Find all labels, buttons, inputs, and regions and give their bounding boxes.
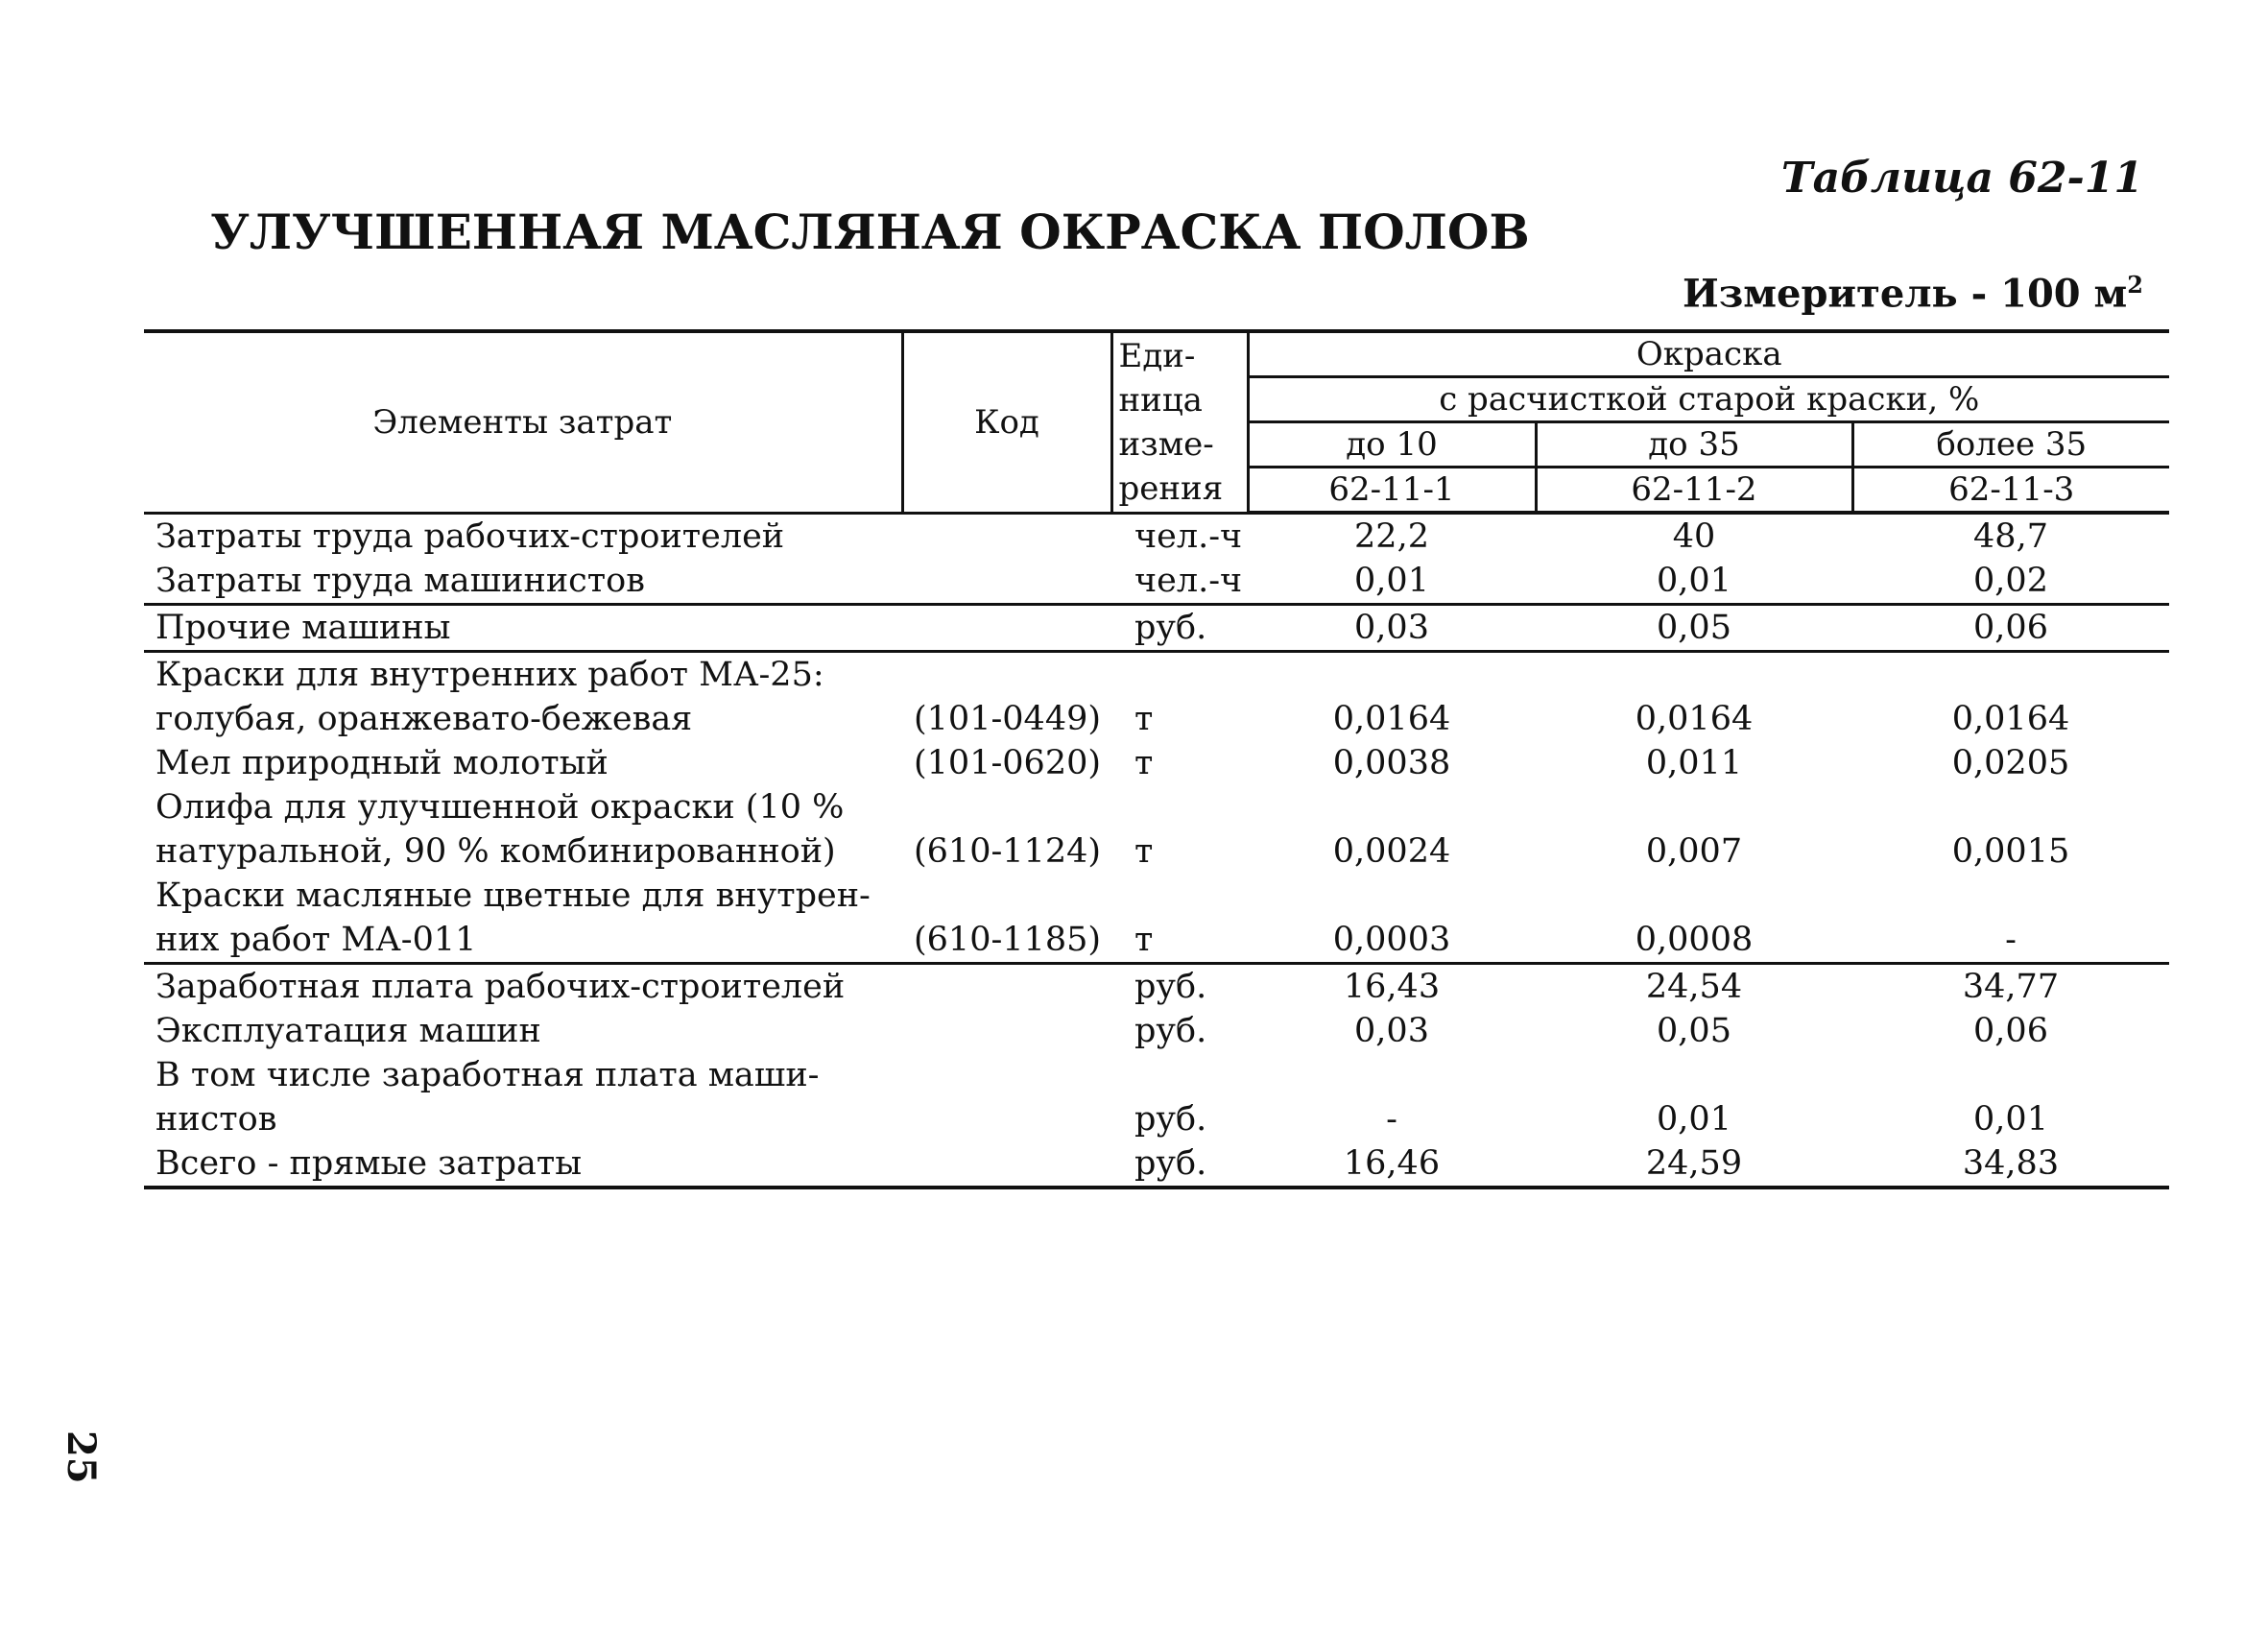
row-value: 16,43 <box>1343 968 1441 1006</box>
table-row <box>144 1141 2169 1188</box>
row-value: 16,46 <box>1248 1141 1536 1188</box>
row-value: 0,02 <box>1852 559 2169 605</box>
table-row <box>144 605 2169 652</box>
row-name: Всего - прямые затраты <box>144 1141 902 1188</box>
row-value: 0,0003 <box>1248 918 1536 964</box>
row-name: Мел природный молотый <box>155 744 609 782</box>
row-value: 0,06 <box>1852 605 2169 652</box>
row-code: (101-0620) <box>914 744 1102 782</box>
row-value: - <box>1386 1100 1397 1139</box>
table-row <box>144 964 2169 1010</box>
table-row <box>144 559 2169 605</box>
row-value: 0,05 <box>1657 1012 1731 1050</box>
row-name: нистов <box>155 1100 277 1139</box>
meter-superscript: 2 <box>2127 271 2143 299</box>
row-code <box>902 605 1111 652</box>
row-code <box>902 1053 1111 1097</box>
row-code <box>902 559 1111 605</box>
header-unit-line: изме- <box>1118 424 1214 464</box>
row-code <box>902 964 1111 1010</box>
row-name: голубая, оранжевато-бежевая <box>155 700 693 738</box>
row-code <box>902 1097 1111 1141</box>
row-value: 0,011 <box>1645 744 1743 782</box>
row-value: 0,0205 <box>1951 744 2070 782</box>
row-value <box>1852 874 2169 918</box>
row-value <box>1248 652 1536 698</box>
row-code <box>902 785 1111 829</box>
header-range: до 10 <box>1248 422 1536 468</box>
row-value: 40 <box>1672 517 1716 556</box>
row-unit: руб. <box>1111 605 1248 652</box>
header-unit-line: рения <box>1118 468 1224 508</box>
row-name: Затраты труда рабочих-строителей <box>155 517 785 556</box>
row-unit <box>1111 785 1248 829</box>
header-norm-code: 62-11-2 <box>1536 468 1852 514</box>
row-name: Заработная плата рабочих-строителей <box>155 968 846 1006</box>
table-row <box>144 652 2169 698</box>
row-value: 24,54 <box>1645 968 1743 1006</box>
row-value <box>1852 652 2169 698</box>
row-code: (610-1124) <box>914 832 1102 871</box>
document-title: УЛУЧШЕННАЯ МАСЛЯНАЯ ОКРАСКА ПОЛОВ <box>210 204 1530 260</box>
row-value: 0,06 <box>1973 1012 2048 1050</box>
row-unit: т <box>1134 832 1154 871</box>
row-unit <box>1111 1053 1248 1097</box>
table-row <box>144 1097 2169 1141</box>
row-value: 0,01 <box>1248 559 1536 605</box>
row-code <box>902 1009 1111 1053</box>
row-name: Эксплуатация машин <box>155 1012 541 1050</box>
header-group: Окраска <box>1248 331 2169 377</box>
row-unit: т <box>1111 918 1248 964</box>
table-header <box>144 331 2169 513</box>
cost-table-container <box>144 329 2169 1189</box>
header-elements: Элементы затрат <box>144 331 902 513</box>
row-value <box>1536 874 1852 918</box>
table-label: Таблица 62-11 <box>1780 154 2143 203</box>
header-unit <box>1111 331 1248 513</box>
row-unit <box>1111 874 1248 918</box>
row-value: 0,01 <box>1536 559 1852 605</box>
header-unit-line: Еди- <box>1118 336 1196 375</box>
row-value: 0,007 <box>1645 832 1743 871</box>
table-row <box>144 785 2169 829</box>
table-row <box>144 513 2169 559</box>
row-code <box>902 874 1111 918</box>
row-value: 24,59 <box>1536 1141 1852 1188</box>
row-value: 0,01 <box>1973 1100 2048 1139</box>
row-unit: руб. <box>1134 1012 1207 1050</box>
row-value: 0,01 <box>1657 1100 1731 1139</box>
row-value: 48,7 <box>1973 517 2048 556</box>
header-range: более 35 <box>1852 422 2169 468</box>
row-unit: руб. <box>1134 968 1207 1006</box>
row-value: - <box>1852 918 2169 964</box>
row-value <box>1852 785 2169 829</box>
row-value: 0,03 <box>1248 605 1536 652</box>
header-norm-code: 62-11-1 <box>1248 468 1536 514</box>
row-value: 22,2 <box>1354 517 1429 556</box>
row-value: 0,0024 <box>1332 832 1451 871</box>
table-row <box>144 918 2169 964</box>
row-value <box>1536 1053 1852 1097</box>
row-name: Прочие машины <box>144 605 902 652</box>
header-norm-code: 62-11-3 <box>1852 468 2169 514</box>
row-name: В том числе заработная плата маши- <box>155 1056 820 1094</box>
row-value: 0,0164 <box>1951 700 2070 738</box>
header-unit-line: ница <box>1118 380 1203 420</box>
page-number: 25 <box>59 1430 104 1484</box>
row-name: натуральной, 90 % комбинированной) <box>155 832 836 871</box>
meter-text: Измеритель - 100 м <box>1682 271 2128 317</box>
meter-label <box>1683 271 2143 316</box>
cost-table <box>144 329 2169 1189</box>
table-row <box>144 1053 2169 1097</box>
row-value: 0,0038 <box>1332 744 1451 782</box>
row-code <box>902 652 1111 698</box>
row-value <box>1248 1053 1536 1097</box>
table-row <box>144 874 2169 918</box>
row-unit: чел.-ч <box>1111 559 1248 605</box>
table-row <box>144 697 2169 741</box>
row-value <box>1248 874 1536 918</box>
row-name: Краски для внутренних работ МА-25: <box>155 656 824 694</box>
row-value <box>1248 785 1536 829</box>
row-value: 0,05 <box>1536 605 1852 652</box>
row-unit: т <box>1134 744 1154 782</box>
row-unit: руб. <box>1111 1141 1248 1188</box>
row-code: (610-1185) <box>902 918 1111 964</box>
row-value: 34,83 <box>1852 1141 2169 1188</box>
table-row <box>144 1009 2169 1053</box>
table-row <box>144 829 2169 874</box>
row-name: них работ МА-011 <box>144 918 902 964</box>
row-value: 34,77 <box>1962 968 2060 1006</box>
row-value <box>1536 785 1852 829</box>
row-code <box>902 1141 1111 1188</box>
row-value: 0,0008 <box>1536 918 1852 964</box>
row-unit: т <box>1134 700 1154 738</box>
row-value <box>1536 652 1852 698</box>
row-unit: чел.-ч <box>1134 517 1243 556</box>
row-code <box>902 513 1111 559</box>
row-name: Краски масляные цветные для внутрен- <box>155 876 871 915</box>
row-name: Затраты труда машинистов <box>144 559 902 605</box>
table-row <box>144 741 2169 785</box>
row-name: Олифа для улучшенной окраски (10 % <box>155 788 845 827</box>
row-unit: руб. <box>1134 1100 1207 1139</box>
row-value: 0,0015 <box>1951 832 2070 871</box>
row-unit <box>1111 652 1248 698</box>
table-body <box>144 513 2169 1188</box>
row-value <box>1852 1053 2169 1097</box>
header-subgroup: с расчисткой старой краски, % <box>1248 377 2169 422</box>
header-code: Код <box>902 331 1111 513</box>
row-value: 0,0164 <box>1332 700 1451 738</box>
row-value: 0,0164 <box>1635 700 1754 738</box>
header-range: до 35 <box>1536 422 1852 468</box>
row-value: 0,03 <box>1354 1012 1429 1050</box>
row-code: (101-0449) <box>914 700 1102 738</box>
